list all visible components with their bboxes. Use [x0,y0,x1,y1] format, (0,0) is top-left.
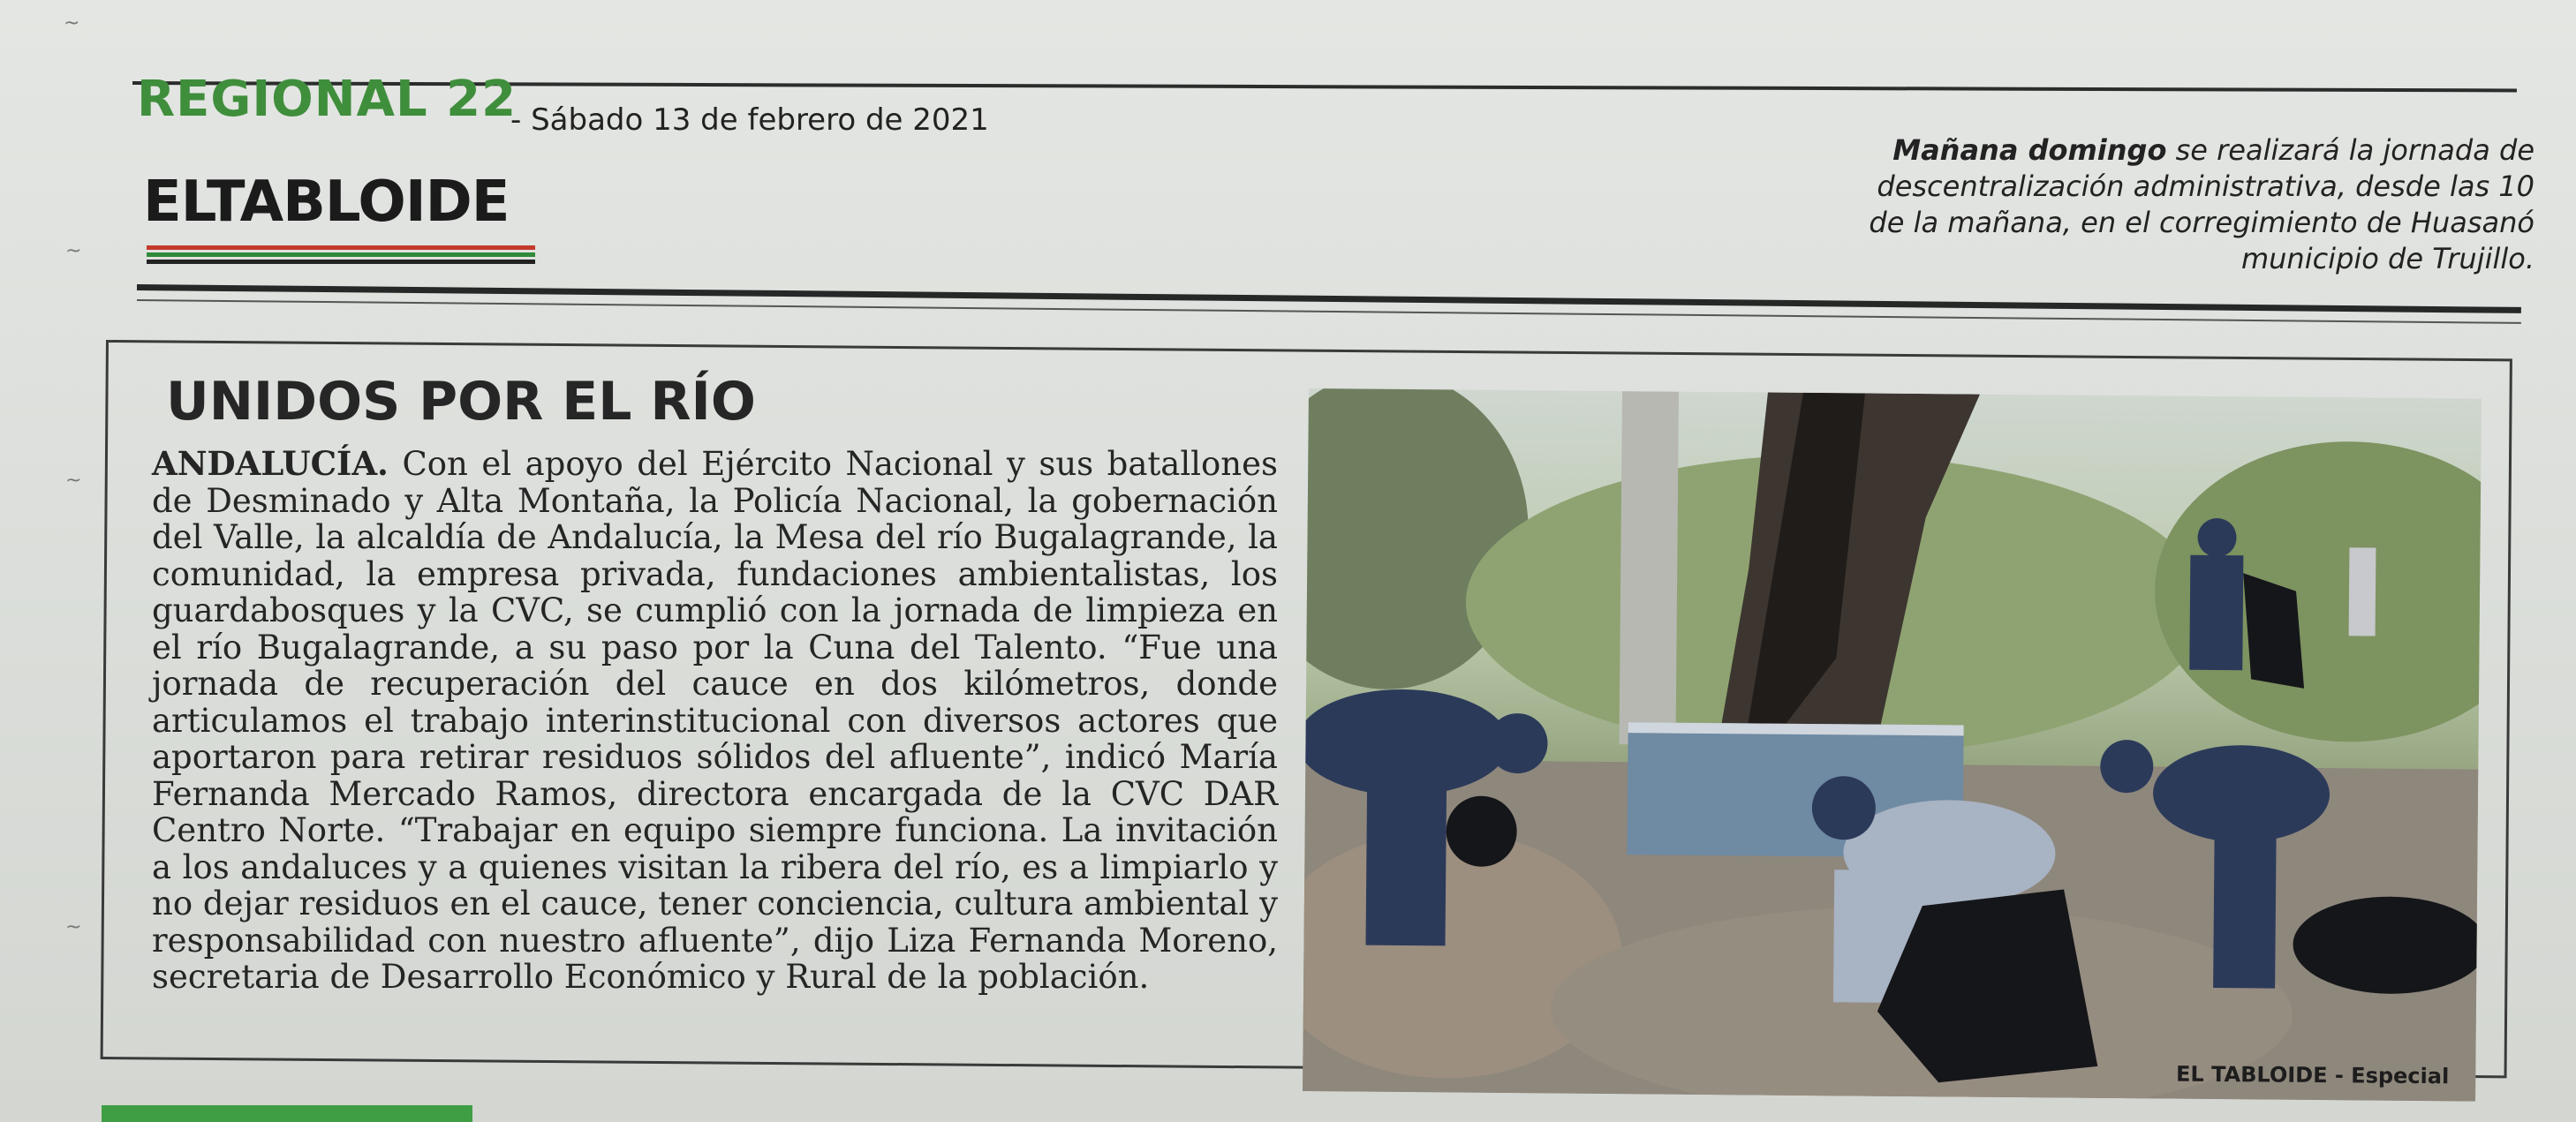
notice-box [1846,132,2534,277]
notice-text: se realizará la jornada de descentralización administrativa, desde las 10 de la mañana, en el corregimiento de Huasanó municipio de Trujillo. [1869,133,2534,275]
margin-mark: ~ [64,12,80,34]
margin-mark: ~ [65,240,82,262]
article-text: Con el apoyo del Ejército Nacional y sus batallones de Desminado y Alta Montaña, la Policía Nacional, la gobernación del Valle, la alcaldía de Andalucía, la Mesa del río Bugalagrande, la comunidad, la empresa privada, fundaciones ambientalistas, los guardabosques y la CVC, se cumplió con la jornada de limpieza en el río Bugalagrande, a su paso por la Cuna del Talento. “Fue una jornada de recuperación del cauce en dos kilómetros, donde articulamos el trabajo interinstitucional con diversos actores que aportaron para retirar residuos sólidos del afluente”, indicó María Fernanda Mercado Ramos, directora encargada de la CVC DAR Centro Norte. “Trabajar en equipo siempre funciona. La invitación a los andaluces y a quienes visitan la ribera del río, es a limpiarlo y no dejar residuos en el cauce, tener conciencia, cultura ambiental y responsabilidad con nuestro afluente”, dijo Liza Fernanda Moreno, secretaria de Desarrollo Económico y Rural de la población. [152,445,1278,996]
logo-stripe-red [147,245,535,250]
logo-stripes [147,245,535,267]
section-title: REGIONAL 22 [137,71,517,128]
photo-credit: EL TABLOIDE - Especial [2175,1061,2450,1089]
photo-illustration [1303,388,2482,1102]
margin-mark: ~ [65,916,82,938]
article-headline: UNIDOS POR EL RÍO [166,371,756,433]
margin-mark: ~ [65,470,82,492]
header-divider [137,284,2521,313]
logo-stripe-dark [147,260,535,264]
article-photo [1303,388,2482,1102]
article-body [152,446,1278,996]
notice-bold: Mañana domingo [1892,133,2167,167]
newspaper-logo: ELTABLOIDE [143,169,510,235]
article-lead: ANDALUCÍA. [152,444,389,483]
next-section-bar [102,1105,472,1122]
logo-stripe-green [147,252,535,257]
issue-date: - Sábado 13 de febrero de 2021 [510,102,989,138]
